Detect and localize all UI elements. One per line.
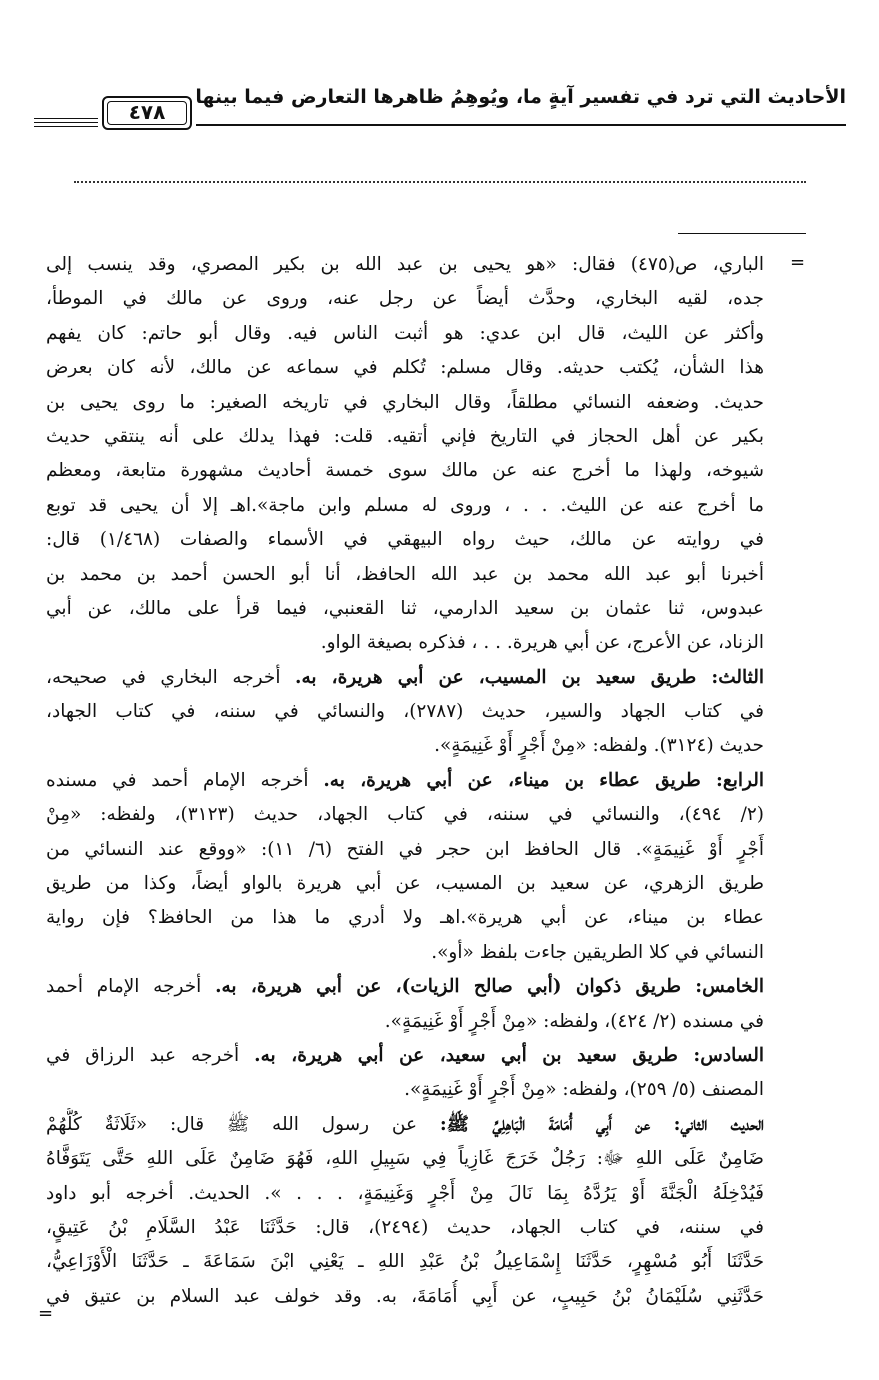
text-line (46, 592, 764, 626)
text-line (46, 1177, 764, 1211)
text-line (46, 1108, 764, 1142)
line-text: في سننه، في كتاب الجهاد، حديث (٢٤٩٤)، قال: حَدَّثَنَا عَبْدُ السَّلَامِ بْنُ عَتِيقٍ، (46, 1216, 764, 1238)
page-number: ٤٧٨ (128, 100, 166, 124)
header-rule (34, 122, 98, 123)
text-line (46, 1142, 764, 1176)
page-number-frame (102, 96, 192, 130)
line-text: ما أخرج عنه عن الليث. . . ، وروى له مسلم وابن ماجة».اهـ إلا أن يحيى قد توبع (46, 494, 764, 516)
text-line (46, 764, 764, 798)
text-line (46, 248, 764, 282)
line-text: في كتاب الجهاد والسير، حديث (٢٧٨٧)، والنسائي في سننه، في كتاب الجهاد، (46, 701, 764, 723)
line-text: عطاء بن ميناء، عن أبي هريرة».اهـ ولا أدري ما هذا من الحافظ؟ فإن رواية (46, 907, 764, 929)
line-text: أخرجه الإمام أحمد في مسنده (46, 769, 324, 791)
continuation-marker-end: = (38, 1303, 54, 1324)
section-heading: السادس: طريق سعيد بن أبي سعيد، عن أبي هريرة، به. (254, 1044, 764, 1066)
line-text: طريق الزهري، عن سعيد بن المسيب، عن أبي هريرة بالواو أيضاً، وكذا من طريق (46, 873, 764, 895)
line-text: النسائي في كلا الطريقين جاءت بلفظ «أو». (431, 941, 764, 963)
line-text: حَدَّثَنِي سُلَيْمَانُ بْنُ حَبِيبٍ، عن أَبِي أُمَامَةَ، به. وقد خولف عبد السلام بن عتيق في (46, 1285, 764, 1307)
text-line (46, 867, 764, 901)
line-text: حديث. وضعفه النسائي مطلقاً، وقال البخاري في تاريخه الصغير: ما روى يحيى بن (46, 391, 764, 413)
text-line (46, 626, 764, 660)
text-line (46, 386, 764, 420)
line-text: فَيُدْخِلَهُ الْجَنَّةَ أَوْ يَرُدَّهُ بِمَا نَالَ مِنْ أَجْرٍ وَغَنِيمَةٍ، . . . ». الحديث. أخرجه أبو داود (46, 1182, 764, 1204)
running-header-title: الأحاديث التي ترد في تفسير آيةٍ ما، ويُوهِمُ ظاهرها التعارض فيما بينها (195, 86, 846, 108)
section-heading: الثالث: طريق سعيد بن المسيب، عن أبي هريرة، به. (295, 666, 764, 688)
text-line (46, 1073, 764, 1107)
line-text: أخرجه البخاري في صحيحه، (46, 666, 296, 688)
text-line (46, 798, 764, 832)
footnote-text (46, 248, 764, 1314)
line-text: ضَامِنٌ عَلَى اللهِ ﷻ: رَجُلٌ خَرَجَ غَازِياً فِي سَبِيلِ اللهِ، فَهُوَ ضَامِنٌ عَلَى اللهِ حَتَّى يَتَوَفَّاهُ (46, 1148, 764, 1170)
line-text: الباري، ص(٤٧٥) فقال: «هو يحيى بن عبد الله بن بكير المصري، وقد ينسب إلى (46, 254, 764, 275)
text-line (46, 1280, 764, 1314)
text-line (46, 558, 764, 592)
text-line (46, 420, 764, 454)
line-text: حديث (٣١٢٤). ولفظه: «مِنْ أَجْرٍ أَوْ غَنِيمَةٍ». (434, 735, 764, 757)
header-rule (34, 118, 98, 119)
line-text: أخبرنا أبو عبد الله محمد بن عبد الله الحافظ، أنا أبو الحسن أحمد بن محمد بن (46, 563, 764, 585)
line-text: وأكثر عن الليث، قال ابن عدي: هو أثبت الناس فيه. وقال أبو حاتم: كان يفهم (46, 322, 764, 344)
header-underline (196, 124, 846, 126)
section-heading: الرابع: طريق عطاء بن ميناء، عن أبي هريرة، به. (323, 769, 764, 791)
text-line (46, 1245, 764, 1279)
text-line (46, 454, 764, 488)
text-line (46, 729, 764, 763)
line-text: شيوخه، ولهذا ما أخرج عنه عن مالك سوى خمسة أحاديث مشهورة متابعة، ومعظم (46, 460, 764, 482)
line-text: عبدوس، ثنا عثمان بن سعيد الدارمي، ثنا القعنبي، فيما قرأ على مالك، عن أبي (46, 597, 764, 619)
line-text: عن رسول الله ﷺ قال: «ثَلَاثَةٌ كُلُّهُمْ (46, 1113, 440, 1135)
text-line (46, 523, 764, 557)
text-line (46, 1005, 764, 1039)
text-line (46, 489, 764, 523)
line-text: أخرجه عبد الرزاق في (46, 1044, 255, 1066)
text-line (46, 936, 764, 970)
text-line (46, 695, 764, 729)
line-text: (٢/ ٤٩٤)، والنسائي في سننه، في كتاب الجهاد، حديث (٣١٢٣)، ولفظه: «مِنْ (46, 804, 764, 826)
line-text: بكير عن أهل الحجاز في التاريخ فإني أتقيه. قلت: فهذا يدلك على أنه ينتقي حديث (46, 425, 764, 447)
line-text: هذا الشأن، يُكتب حديثه. وقال مسلم: تُكلم في سماعه عن مالك، لأنه كان بعرض (46, 357, 764, 379)
text-line (46, 970, 764, 1004)
header-rule (34, 126, 98, 127)
page-header (34, 84, 846, 134)
text-line (46, 833, 764, 867)
footnote-rule (678, 233, 806, 234)
line-text: جده، لقيه البخاري، وحدَّث أيضاً عن رجل عنه، وروى عن مالك في الموطأ، (46, 288, 764, 310)
line-text: أَجْرٍ أَوْ غَنِيمَةٍ». قال الحافظ ابن حجر في الفتح (٦/ ١١): «ووقع عند النسائي من (46, 838, 764, 860)
text-line (46, 1211, 764, 1245)
continuation-marker-start: = (790, 252, 806, 273)
text-line (46, 351, 764, 385)
section-heading: الحديث الثاني: عن أَبِي أُمَامَةَ الْبَاهِلِيِّ ﷺ: (439, 1113, 764, 1135)
dotted-separator (74, 181, 806, 183)
text-line (46, 661, 764, 695)
text-line (46, 901, 764, 935)
line-text: الزناد، عن الأعرج، عن أبي هريرة. . . ، فذكره بصيغة الواو. (320, 632, 764, 654)
text-line (46, 317, 764, 351)
line-text: في مسنده (٢/ ٤٢٤)، ولفظه: «مِنْ أَجْرٍ أَوْ غَنِيمَةٍ». (384, 1010, 764, 1032)
line-text: حَدَّثَنَا أَبُو مُسْهِرٍ، حَدَّثَنَا إِسْمَاعِيلُ بْنُ عَبْدِ اللهِ ـ يَعْنِي ابْنَ سَمَاعَةَ ـ حَدَّثَنَا الْأَوْزَاعِيُّ، (46, 1251, 764, 1273)
text-line (46, 282, 764, 316)
line-text: أخرجه الإمام أحمد (46, 976, 216, 998)
text-line (46, 1039, 764, 1073)
line-text: المصنف (٥/ ٢٥٩)، ولفظه: «مِنْ أَجْرٍ أَوْ غَنِيمَةٍ». (404, 1079, 764, 1101)
line-text: في روايته عن مالك، حيث رواه البيهقي في الأسماء والصفات (١/٤٦٨) قال: (46, 529, 764, 551)
section-heading: الخامس: طريق ذكوان (أبي صالح الزيات)، عن أبي هريرة، به. (215, 976, 764, 998)
